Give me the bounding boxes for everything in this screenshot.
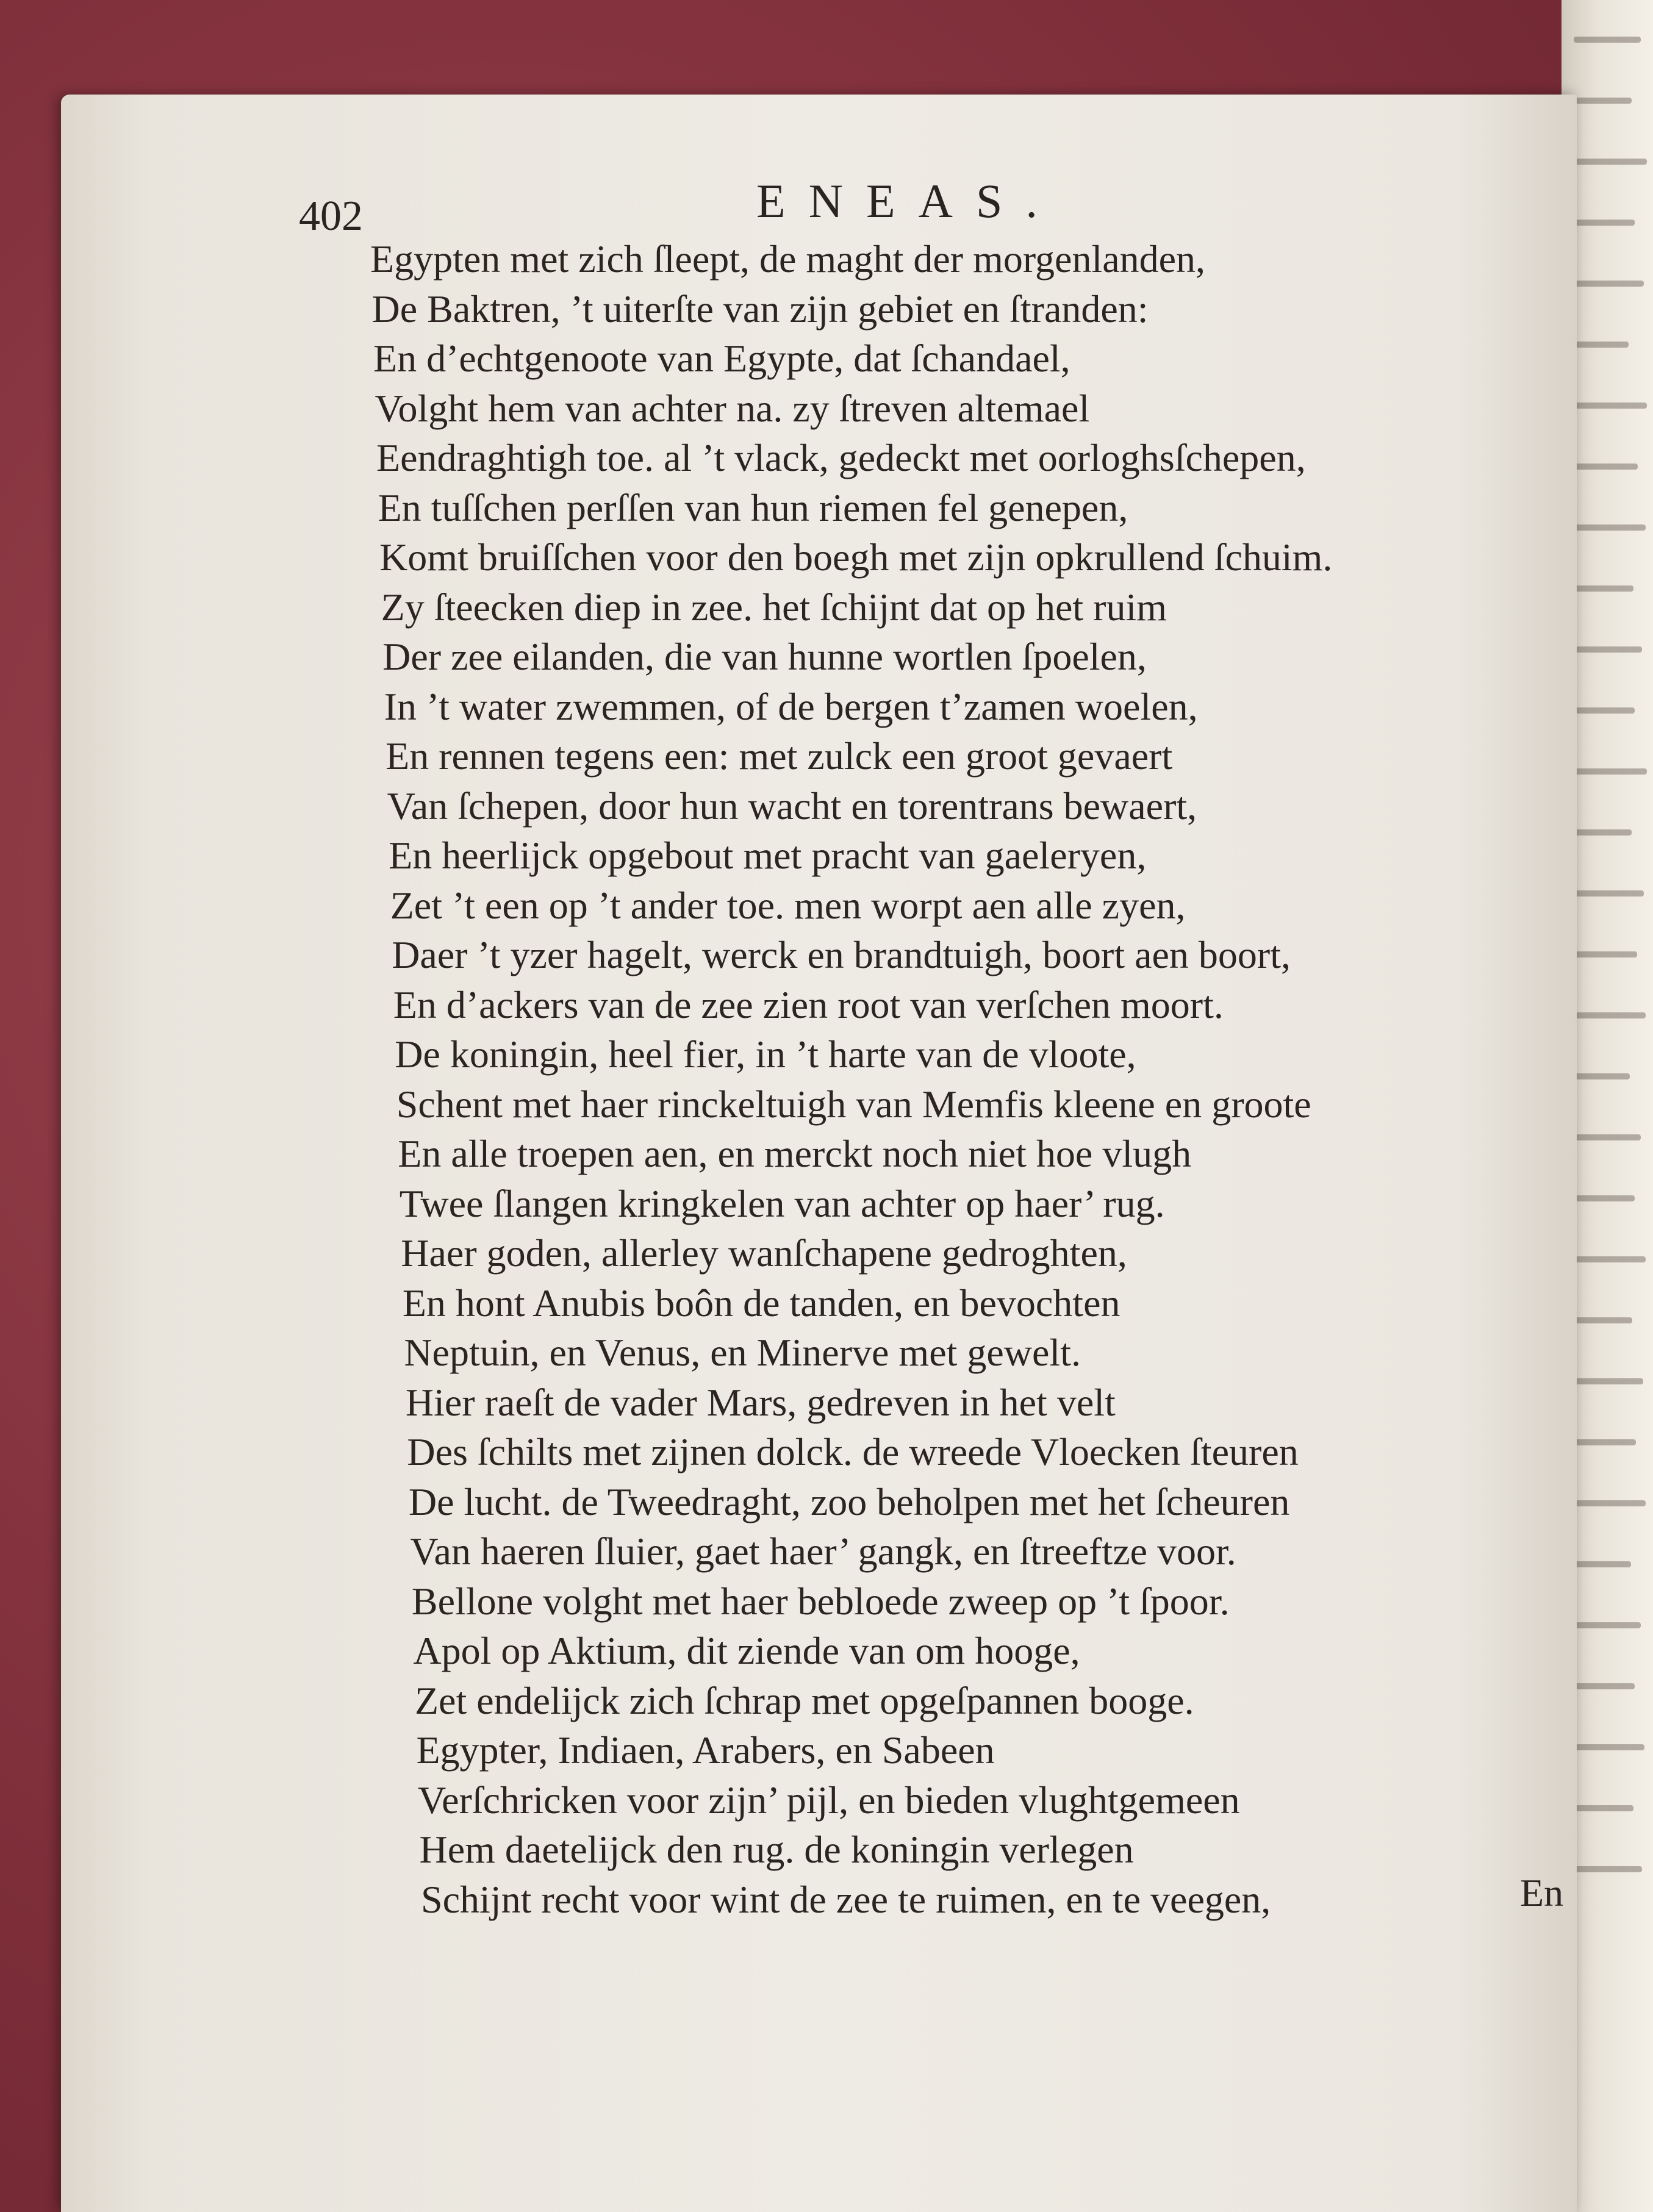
verse-line: Daer ’t yzer hagelt, werck en brandtuigh, boort aen boort, [392,933,1291,977]
verse-line: Schent met haer rinckeltuigh van Memfis kleene en groote [396,1082,1311,1126]
verse-line: De koningin, heel fier, in ’t harte van de vloote, [395,1033,1136,1076]
verse-line: Hem daetelijck den rug. de koningin verlegen [419,1828,1134,1872]
verse-line: Zet endelijck zich ſchrap met opgeſpannen booge. [414,1678,1194,1722]
verse-line: Haer goden, allerley wanſchapene gedroghten, [401,1231,1127,1275]
verse-line: Apol op Aktium, dit ziende van om hooge, [413,1629,1080,1673]
verse-line: En d’echtgenoote van Egypte, dat ſchandael, [373,337,1070,381]
verse-line: Van haeren ſluier, gaet haer’ gangk, en ſtreeftze voor. [410,1530,1236,1573]
verse-line: Komt bruiſſchen voor den boegh met zijn opkrullend ſchuim. [379,535,1333,579]
verse-line: Volght hem van achter na. zy ſtreven altemael [375,386,1090,430]
verse-line: En hont Anubis boôn de tanden, en bevochten [402,1281,1121,1325]
catchword: En [1520,1871,1564,1914]
verse-line: Schijnt recht voor wint de zee te ruimen, en te veegen, [421,1878,1271,1921]
verse-line: Neptuin, en Venus, en Minerve met gewelt. [404,1331,1081,1375]
verse-line: Twee ſlangen kringkelen van achter op haer’ rug. [399,1181,1165,1225]
verse-line: En heerlijck opgebout met pracht van gaeleryen, [389,834,1147,878]
verse-line: Egypter, Indiaen, Arabers, en Sabeen [416,1728,995,1772]
page-number: 402 [299,193,363,240]
verse-line: Der zee eilanden, die van hunne wortlen ſpoelen, [382,635,1147,679]
verse-line: Zet ’t een op ’t ander toe. men worpt aen alle zyen, [390,883,1186,927]
verse-line: En alle troepen aen, en merckt noch niet hoe vlugh [398,1132,1192,1176]
verse-line: Egypten met zich ſleept, de maght der morgenlanden, [370,237,1206,281]
verse-line: Eendraghtigh toe. al ’t vlack, gedeckt met oorloghsſchepen, [376,436,1306,480]
verse-line: De Baktren, ’t uiterſte van zijn gebiet en ſtranden: [371,287,1149,331]
verse-line: In ’t water zwemmen, of de bergen t’zamen woelen, [384,684,1198,728]
verse-line: En tuſſchen perſſen van hun riemen fel genepen, [378,485,1128,529]
running-head: ENEAS. [756,174,1061,227]
verse-line: En d’ackers van de zee zien root van verſchen moort. [393,983,1224,1026]
verse-line: De lucht. de Tweedraght, zoo beholpen met het ſcheuren [408,1480,1290,1523]
verse-line: Bellone volght met haer bebloede zweep op ’t ſpoor. [411,1579,1230,1623]
verse-line: En rennen tegens een: met zulck een groot gevaert [385,734,1173,778]
verse-line: Zy ſteecken diep in zee. het ſchijnt dat op het ruim [381,585,1167,629]
verse-line: Hier raeſt de vader Mars, gedreven in het velt [405,1380,1116,1424]
verse-line: Verſchricken voor zijn’ pijl, en bieden vlughtgemeen [417,1778,1240,1822]
verse-line: Des ſchilts met zijnen dolck. de wreede Vloecken ſteuren [407,1430,1299,1474]
verse-line: Van ſchepen, door hun wacht en torentrans bewaert, [387,784,1197,828]
